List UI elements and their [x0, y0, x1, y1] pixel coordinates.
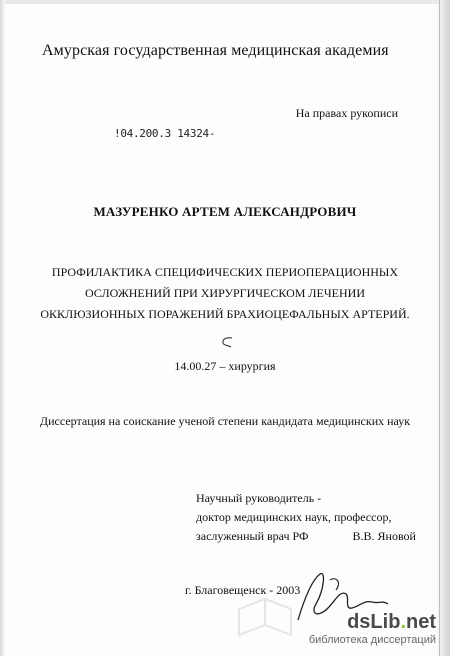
- scan-edge-top: [0, 0, 450, 4]
- supervisor-heading: Научный руководитель -: [196, 491, 322, 505]
- supervisor-title-row: [196, 527, 416, 546]
- scan-edge-left: [0, 0, 6, 656]
- book-logo-icon: [235, 595, 295, 646]
- watermark: [309, 612, 436, 646]
- watermark-brand: [309, 612, 436, 632]
- watermark-brand-dot: .: [400, 611, 406, 633]
- registration-number: !04.200.3 14324-: [114, 127, 216, 140]
- place-and-year: г. Благовещенск - 2003: [185, 583, 301, 597]
- supervisor-honor: заслуженный врач РФ: [196, 529, 309, 543]
- watermark-subtitle: библиотека диссертаций: [308, 634, 436, 646]
- degree-statement: Диссертация на соискание ученой степени кандидата медицинских наук: [39, 414, 411, 428]
- watermark-brand-tld: net: [406, 611, 436, 633]
- supervisor-block: [196, 489, 416, 546]
- institution-name: Амурская государственная медицинская академия: [42, 42, 389, 59]
- dissertation-title: [30, 262, 420, 325]
- title-line: ОСЛОЖНЕНИЙ ПРИ ХИРУРГИЧЕСКОМ ЛЕЧЕНИИ: [84, 286, 366, 300]
- specialty-code: 14.00.27 – хирургия: [174, 359, 276, 373]
- pen-mark-icon: [219, 336, 235, 355]
- scan-edge-line: [439, 0, 440, 656]
- title-line: ПРОФИЛАКТИКА СПЕЦИФИЧЕСКИХ ПЕРИОПЕРАЦИОННЫХ: [51, 265, 399, 279]
- rights-notice: На правах рукописи: [295, 106, 398, 120]
- supervisor-degree: доктор медицинских наук, профессор,: [196, 510, 392, 524]
- watermark-brand-main: dsLib: [347, 611, 401, 633]
- author-name: МАЗУРЕНКО АРТЕМ АЛЕКСАНДРОВИЧ: [93, 204, 357, 219]
- supervisor-name: В.В. Яновой: [352, 529, 416, 543]
- title-line: ОККЛЮЗИОННЫХ ПОРАЖЕНИЙ БРАХИОЦЕФАЛЬНЫХ АРТЕРИЙ.: [40, 307, 410, 321]
